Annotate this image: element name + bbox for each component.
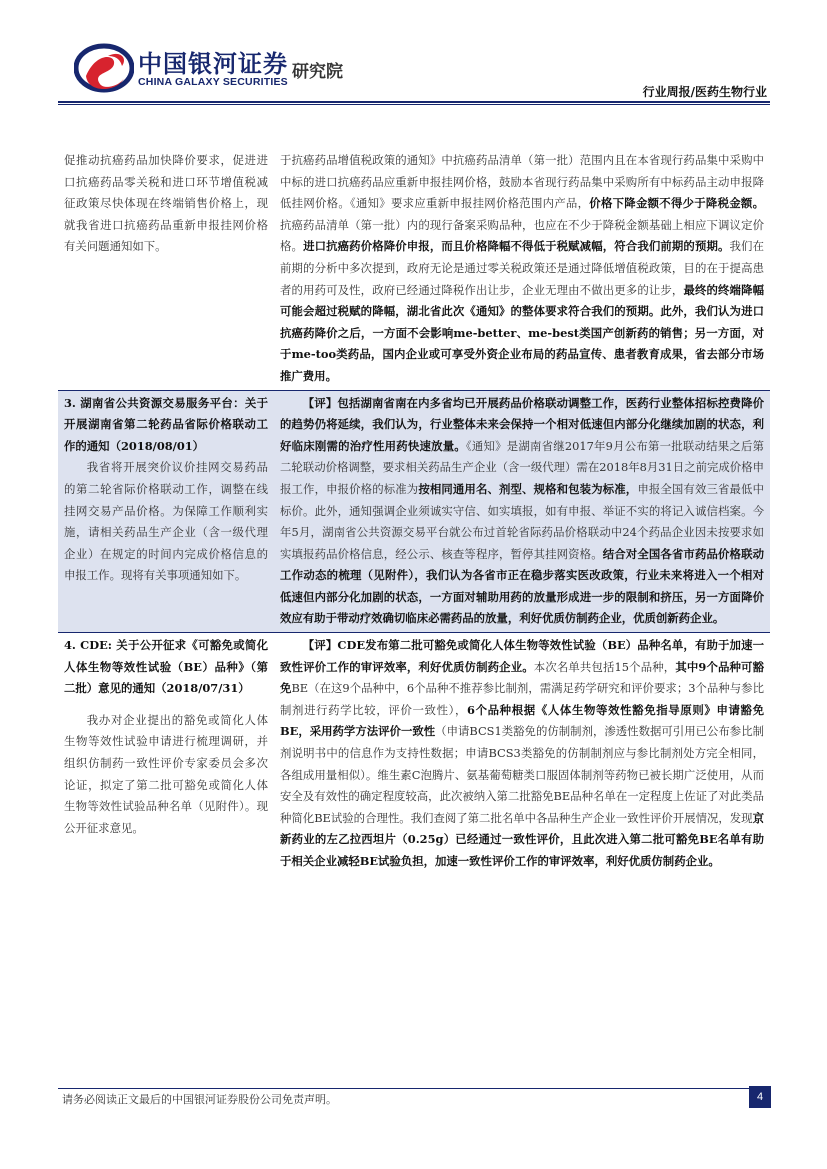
comment-segment-bold: 6个品种根据《人体生物等效性豁免指导原则》申请豁免BE，采用药学方法评价一致性 [280,702,764,739]
comment-segment-bold: 最终的终端降幅可能会超过税赋的降幅，湖北省此次《通知》的整体要求符合我们的预期。此外，我们认为进口抗癌药降价之后，一方面不会影响me-better、me-best类国产创新药的销售；另一方面，对于me-too类药品，国内企业或可享受外资企业布局的药品宣传、患者教育成果，省去部分市场推广费用。 [280,282,764,383]
row-left-cell [58,390,274,633]
footer-rule [58,1088,770,1089]
row-summary: 促推动抗癌药品加快降价要求，促进进口抗癌药品零关税和进口环节增值税减征政策尽快体现在终端销售价格上，现就我省进口抗癌药品重新申报挂网价格有关问题通知如下。 [64,153,268,254]
row-comment [280,393,764,631]
comment-segment: 于抗癌药品增值税政策的通知》中抗癌药品清单（第一批）范围内且在本省现行药品集中采购中中标的进口抗癌药品应重新申报挂网价格，鼓励本省现行药品集中采购所有中标药品主动申报降低挂网价格。《通知》要求应重新申报挂网价格范围内产品， [280,153,764,211]
footer-disclaimer: 请务必阅读正文最后的中国银河证券股份公司免责声明。 [62,1093,337,1106]
comment-segment-bold: 【评】CDE发布第二批可豁免或简化人体生物等效性试验（BE）品种名单，有助于加速一致性评价工作的审评效率，利好优质仿制药企业。 [280,638,764,674]
page-header [0,0,827,110]
news-table [58,148,770,875]
row-left-cell [58,148,274,390]
row-left-cell [58,633,274,875]
comment-segment: 抗癌药品清单（第一批）内的现行备案采购品种，也应在不少于降税金额基础上相应下调议定价格。 [280,217,764,254]
comment-segment-bold: 【评】包括湖南省南在内多省均已开展药品价格联动调整工作，医药行业整体招标控费降价的趋势仍将延续，我们认为，行业整体未来会保持一个相对低速但内部分化继续加剧的状态，利好临床刚需的治疗性用药快速放量。 [280,395,764,453]
comment-segment: 申报全国有效三省最低中标价。此外，通知强调企业须诚实守信、如实填报，如有申报、举证不实的将记入诚信档案。今年5月，湖南省公共资源交易平台就公布过首轮省际药品价格联动中24个药品企业因未按要求如实填报药品价格信息，经公示、核查等程序，暂停其挂网资格。 [280,481,764,561]
comment-segment: 《通知》是湖南省继2017年9月公布第一批联动结果之后第二轮联动价格调整，要求相关药品生产企业（含一级代理）需在2018年8月31日之前完成价格申报工作，申报价格的标准为 [280,438,764,496]
comment-segment: （申请BCS1类豁免的仿制制剂，渗透性数据可引用已公布参比制剂说明书中的信息作为支持性数据；申请BCS3类豁免的仿制制剂应与参比制剂处方完全相同，各组成用量相似）。维生素C泡腾片、氨基葡萄糖类口服固体制剂等药物已被长期广泛使用，从而安全及有效性的确定程度较高，此次被纳入第二批豁免BE品种名单在一定程度上佐证了对此类品种简化BE试验的合理性。我们查阅了第二批名单中各品种生产企业一致性评价开展情况，发现 [280,724,765,825]
comment-segment-bold: 结合对全国各省市药品价格联动工作动态的梳理（见附件），我们认为各省市正在稳步落实医改政策，行业未来将进入一个相对低速但内部分化加剧的状态，一方面对辅助用药的放量形成进一步的限制和挤压，另一方面降价效应有助于带动疗效确切临床必需药品的放量，利好优质仿制药企业，优质创新药企业。 [280,546,764,626]
row-comment [280,150,764,388]
row-comment-cell [274,148,770,390]
table-row [58,148,770,390]
table-row [58,633,770,875]
row-summary: 我办对企业提出的豁免或简化人体生物等效性试验申请进行梳理调研，并组织仿制药一致性评价专家委员会多次论证，拟定了第二批可豁免或简化人体生物等效性试验品种名单（见附件）。现公开征求意见。 [64,712,268,835]
comment-segment-bold: 按相同通用名、剂型、规格和包装为标准， [418,481,638,496]
comment-segment-bold: 其中9个品种可豁免 [280,659,764,696]
comment-segment-bold: 进口抗癌药价格降价申报，而且价格降幅不得低于税赋减幅，符合我们前期的预期。 [303,239,730,254]
comment-segment: BE（在这9个品种中，6个品种不推荐参比制剂，需满足药学研究和评价要求；3个品种与参比制剂进行药学比较，评价一致性）， [280,681,764,717]
row-comment [280,635,764,873]
comment-segment-bold: 价格下降金额不得少于降税金额。 [589,196,764,211]
logo-english-name: CHINA GALAXY SECURITIES [138,76,288,88]
page-number: 4 [749,1086,771,1108]
comment-segment-bold: 京新药业的左乙拉西坦片（0.25g）已经通过一致性评价，且此次进入第二批可豁免BE名单有助于相关企业减轻BE试验负担，加速一致性评价工作的审评效率，利好优质仿制药企业。 [280,810,764,868]
header-rule-thin [58,104,770,105]
row-summary: 我省将开展突价议价挂网交易药品的第二轮省际价格联动工作，调整在线挂网交易产品价格。为保障工作顺利实施，请相关药品生产企业（含一级代理企业）在规定的时间内完成价格信息的申报工作。现将有关事项通知如下。 [64,460,268,583]
report-type: 行业周报/医药生物行业 [642,85,767,99]
table-row [58,390,770,633]
logo-chinese-name: 中国银河证券 [138,50,288,78]
row-comment-cell [274,390,770,633]
header-rule [58,101,770,103]
item-title: 3. 湖南省公共资源交易服务平台：关于开展湖南省第二轮药品省际价格联动工作的通知（2018/08/01） [64,395,268,453]
item-title: 4. CDE: 关于公开征求《可豁免或简化人体生物等效性试验（BE）品种》（第二批）意见的通知（2018/07/31） [64,638,268,696]
comment-segment: 本次名单共包括15个品种， [533,659,676,674]
row-comment-cell [274,633,770,875]
institute-label: 研究院 [292,62,343,82]
galaxy-logo-icon [74,42,134,94]
comment-segment: 我们在前期的分析中多次提到，政府无论是通过零关税政策还是通过降低增值税政策，目的在于提高患者的用药可及性，政府已经通过降税作出让步，企业无理由不做出更多的让步， [280,239,764,297]
